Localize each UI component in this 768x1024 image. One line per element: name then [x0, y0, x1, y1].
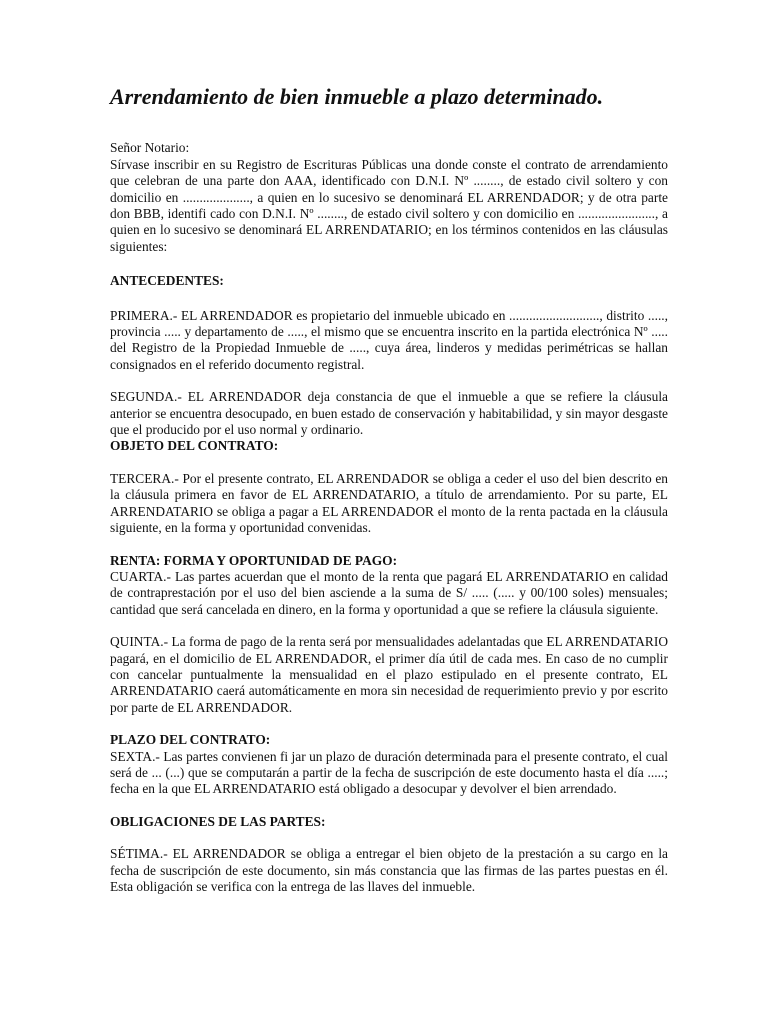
clause-segunda: SEGUNDA.- EL ARRENDADOR deja constancia de que el inmueble a que se refiere la cláusula anterior se encuentra desocupado, en buen estado de conservación y habitabilidad, y sin mayor desgaste que el producido por el uso normal y ordinario.	[110, 389, 668, 438]
section-heading-objeto: OBJETO DEL CONTRATO:	[110, 438, 279, 454]
section-heading-plazo: PLAZO DEL CONTRATO:	[110, 732, 271, 748]
clause-primera: PRIMERA.- EL ARRENDADOR es propietario del inmueble ubicado en ..........................., distrito ....., provincia ..... y departamento de ....., el mismo que se encuentra inscrito en la partida electrónica Nº ..... del Registro de la Propiedad Inmueble de ....., cuya área, linderos y medidas perimétricas se hallan consignados en el referido documento registral.	[110, 307, 668, 372]
clause-setima: SÉTIMA.- EL ARRENDADOR se obliga a entregar el bien objeto de la prestación a su cargo en la fecha de suscripción de este documento, sin más constancia que las firmas de las partes puestas en él. Esta obligación se verifica con la entrega de las llaves del inmueble.	[110, 846, 668, 895]
intro-paragraph: Sírvase inscribir en su Registro de Escrituras Públicas una donde conste el contrato de arrendamiento que celebran de una parte don AAA, identificado con D.N.I. Nº ........, de estado civil soltero y con domicilio en ...................., a quien en lo sucesivo se denominará EL ARRENDADOR; y de otra parte don BBB, identifi cado con D.N.I. Nº ........, de estado civil soltero y con domicilio en ......................., a quien en lo sucesivo se denominará EL ARRENDATARIO; en los términos contenidos en las cláusulas siguientes:	[110, 156, 668, 254]
clause-sexta: SEXTA.- Las partes convienen fi jar un plazo de duración determinada para el presente contrato, el cual será de ... (...) que se computarán a partir de la fecha de suscripción de este documento hasta el día .....; fecha en la que EL ARRENDATARIO está obligado a desocupar y devolver el bien arrendado.	[110, 748, 668, 797]
section-heading-obligaciones: OBLIGACIONES DE LAS PARTES:	[110, 813, 326, 829]
section-heading-renta: RENTA: FORMA Y OPORTUNIDAD DE PAGO:	[110, 552, 398, 568]
clause-quinta: QUINTA.- La forma de pago de la renta será por mensualidades adelantadas que EL ARRENDATARIO pagará, en el domicilio de EL ARRENDADOR, el primer día útil de cada mes. En caso de no cumplir con cancelar puntualmente la mensualidad en el plazo estipulado en el presente contrato, EL ARRENDATARIO caerá automáticamente en mora sin necesidad de requerimiento previo y por escrito por parte de EL ARRENDADOR.	[110, 634, 668, 715]
section-heading-antecedentes: ANTECEDENTES:	[110, 273, 224, 289]
clause-tercera: TERCERA.- Por el presente contrato, EL ARRENDADOR se obliga a ceder el uso del bien descrito en la cláusula primera en favor de EL ARRENDATARIO, a título de arrendamiento. Por su parte, EL ARRENDATARIO se obliga a pagar a EL ARRENDADOR el monto de la renta pactada en la cláusula siguiente, en la forma y oportunidad convenidas.	[110, 470, 668, 536]
document-title: Arrendamiento de bien inmueble a plazo determinado.	[110, 84, 604, 109]
salutation: Señor Notario:	[110, 140, 190, 156]
clause-cuarta: CUARTA.- Las partes acuerdan que el monto de la renta que pagará EL ARRENDATARIO en calidad de contraprestación por el uso del bien asciende a la suma de S/ ..... (..... y 00/100 soles) mensuales; cantidad que será cancelada en dinero, en la forma y oportunidad a que se refiere la cláusula siguiente.	[110, 568, 668, 617]
document-body	[110, 84, 668, 895]
